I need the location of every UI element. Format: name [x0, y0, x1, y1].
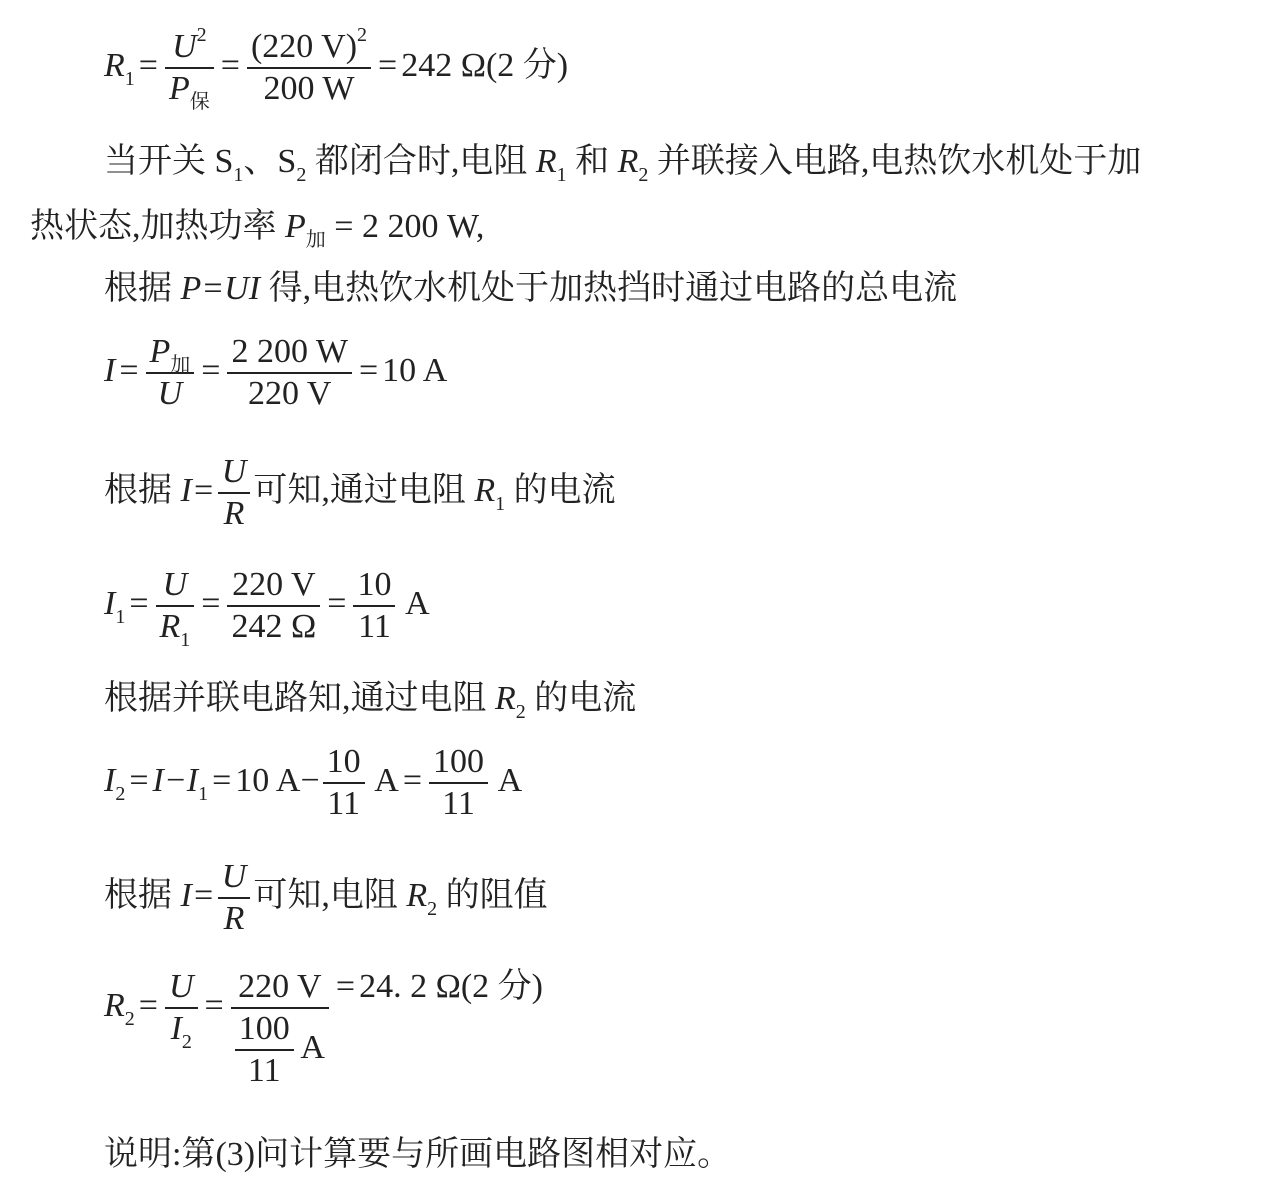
equation-r2: $R_2$ = $\frac{U}{I_2}$ = 220 V $\frac{100}{11}$ A = 24. 2 Ω(2 分) [104, 968, 544, 1089]
paragraph-pui: 根据 P=UI 得,电热饮水机处于加热挡时通过电路的总电流 [104, 270, 958, 307]
note: 说明:第(3)问计算要与所画电路图相对应。 [104, 1136, 732, 1173]
paragraph-parallel: 根据并联电路知,通过电阻 $R_2$ 的电流 [104, 680, 637, 723]
equation-i1: $I_1$ = $\frac{U}{R_1}$ = $\frac{220 V}{242 \Omega}$ = $\frac{10}{11}$ A [104, 566, 430, 651]
equation-r1: $R_1$ = $U^2$ $P_保$ = $\frac{(220 V)^2}{200 W}$ = 242 Ω(2 分) [104, 24, 569, 113]
paragraph-switch-line1: 当开关 $S_1$、$S_2$ 都闭合时,电阻 $R_1$ 和 $R_2$ 并联接入电路,电热饮水机处于加 [104, 143, 1142, 186]
paragraph-ohm-r2: 根据 I= $\frac{U}{R}$ 可知,电阻 $R_2$ 的阻值 [104, 858, 548, 937]
paragraph-switch-line2: 热状态,加热功率 $P_加 = 2$ 200 W, [30, 208, 485, 251]
equation-i-total: I = $P_加$ U = $\frac{2 200 W}{220 V}$ = 10 A [104, 333, 448, 412]
equation-i2: $I_2 = I-I_1 = 10$ A− $\frac{10}{11}$ A = $\frac{100}{11}$ A [104, 743, 523, 822]
paragraph-ohm-r1: 根据 I= $\frac{U}{R}$ 可知,通过电阻 $R_1$ 的电流 [104, 453, 616, 532]
